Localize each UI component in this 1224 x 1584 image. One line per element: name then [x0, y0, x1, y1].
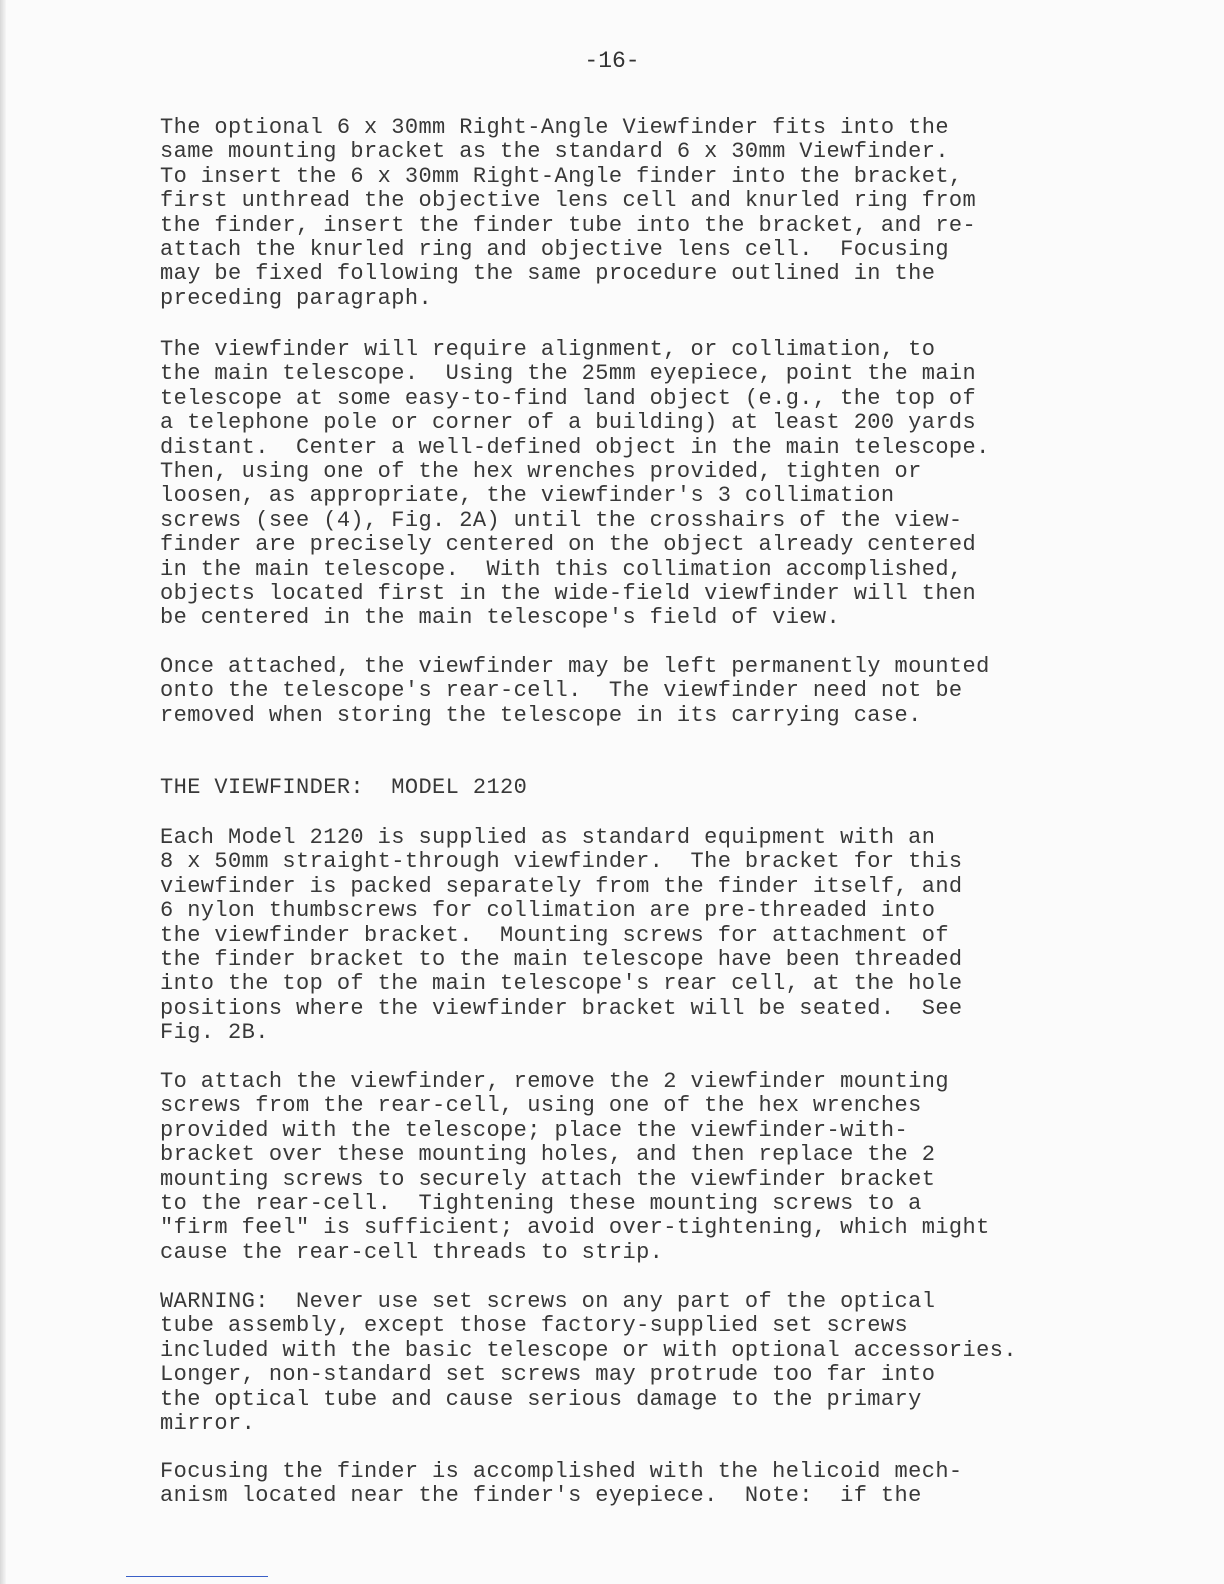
text-line: tube assembly, except those factory-supplied set screws [160, 1313, 909, 1339]
text-line: screws from the rear-cell, using one of the hex wrenches [160, 1093, 922, 1119]
text-line: be centered in the main telescope's field of view. [160, 605, 841, 631]
text-line: same mounting bracket as the standard 6 x 30mm Viewfinder. [160, 139, 949, 165]
text-line: a telephone pole or corner of a building) at least 200 yards [160, 410, 977, 436]
text-line: mounting screws to securely attach the viewfinder bracket [160, 1166, 936, 1192]
text-line: provided with the telescope; place the viewfinder-with- [160, 1117, 909, 1143]
text-line: attach the knurled ring and objective lens cell. Focusing [160, 236, 949, 262]
text-line: the main telescope. Using the 25mm eyepiece, point the main [160, 361, 977, 387]
text-line: telescope at some easy-to-find land object (e.g., the top of [160, 385, 977, 411]
text-line: Focusing the finder is accomplished with the helicoid mech- [160, 1459, 963, 1484]
text-line: distant. Center a well-defined object in the main telescope. [160, 434, 990, 460]
text-line: onto the telescope's rear-cell. The viewfinder need not be [160, 678, 963, 704]
text-line: anism located near the finder's eyepiece. Note: if the [160, 1483, 922, 1509]
text-line: Once attached, the viewfinder may be left permanently mounted [160, 654, 990, 679]
paragraph-focusing [160, 1460, 963, 1509]
text-line: removed when storing the telescope in its carrying case. [160, 702, 922, 728]
page-number: -16- [584, 48, 640, 74]
text-line: To attach the viewfinder, remove the 2 viewfinder mounting [160, 1069, 949, 1094]
text-line: the finder bracket to the main telescope have been threaded [160, 946, 963, 972]
paragraph-collimation [160, 338, 990, 631]
text-line: loosen, as appropriate, the viewfinder's 3 collimation [160, 483, 895, 509]
text-line: "firm feel" is sufficient; avoid over-tightening, which might [160, 1215, 990, 1241]
text-line: Fig. 2B. [160, 1020, 269, 1046]
paragraph-mounting [160, 655, 990, 728]
text-line: bracket over these mounting holes, and then replace the 2 [160, 1142, 936, 1168]
text-line: the viewfinder bracket. Mounting screws for attachment of [160, 922, 949, 948]
text-line: The optional 6 x 30mm Right-Angle Viewfinder fits into the [160, 115, 949, 140]
text-line: viewfinder is packed separately from the finder itself, and [160, 873, 963, 899]
text-line: the optical tube and cause serious damage to the primary [160, 1386, 922, 1412]
paragraph-right-angle-viewfinder [160, 116, 976, 311]
text-line: objects located first in the wide-field viewfinder will then [160, 580, 977, 606]
paragraph-warning [160, 1290, 1017, 1436]
text-line: may be fixed following the same procedure outlined in the [160, 261, 936, 287]
text-line: positions where the viewfinder bracket will be seated. See [160, 995, 963, 1021]
text-line: screws (see (4), Fig. 2A) until the crosshairs of the view- [160, 507, 963, 533]
text-line: mirror. [160, 1410, 256, 1436]
text-line: first unthread the objective lens cell and knurled ring from [160, 188, 977, 214]
text-line: 8 x 50mm straight-through viewfinder. The bracket for this [160, 849, 963, 875]
text-line: To insert the 6 x 30mm Right-Angle finder into the bracket, [160, 163, 963, 189]
footnote-rule [126, 1576, 268, 1577]
text-line: finder are precisely centered on the object already centered [160, 532, 977, 558]
paragraph-model-2120 [160, 826, 963, 1046]
text-line: THE VIEWFINDER: MODEL 2120 [160, 775, 528, 800]
text-line: preceding paragraph. [160, 285, 433, 311]
text-line: Longer, non-standard set screws may protrude too far into [160, 1362, 936, 1388]
text-line: WARNING: Never use set screws on any part of the optical [160, 1289, 936, 1314]
text-line: into the top of the main telescope's rear cell, at the hole [160, 971, 963, 997]
text-line: the finder, insert the finder tube into the bracket, and re- [160, 212, 977, 238]
text-line: Then, using one of the hex wrenches provided, tighten or [160, 458, 922, 484]
text-line: to the rear-cell. Tightening these mounting screws to a [160, 1190, 922, 1216]
text-line: The viewfinder will require alignment, or collimation, to [160, 337, 936, 362]
text-line: 6 nylon thumbscrews for collimation are pre-threaded into [160, 898, 936, 924]
text-line: in the main telescope. With this collimation accomplished, [160, 556, 963, 582]
text-line: included with the basic telescope or with optional accessories. [160, 1337, 1017, 1363]
text-line: cause the rear-cell threads to strip. [160, 1239, 664, 1265]
section-heading [160, 776, 527, 800]
paragraph-attach-viewfinder [160, 1070, 990, 1265]
text-line: Each Model 2120 is supplied as standard equipment with an [160, 825, 936, 850]
page-edge-shadow [0, 0, 6, 1584]
